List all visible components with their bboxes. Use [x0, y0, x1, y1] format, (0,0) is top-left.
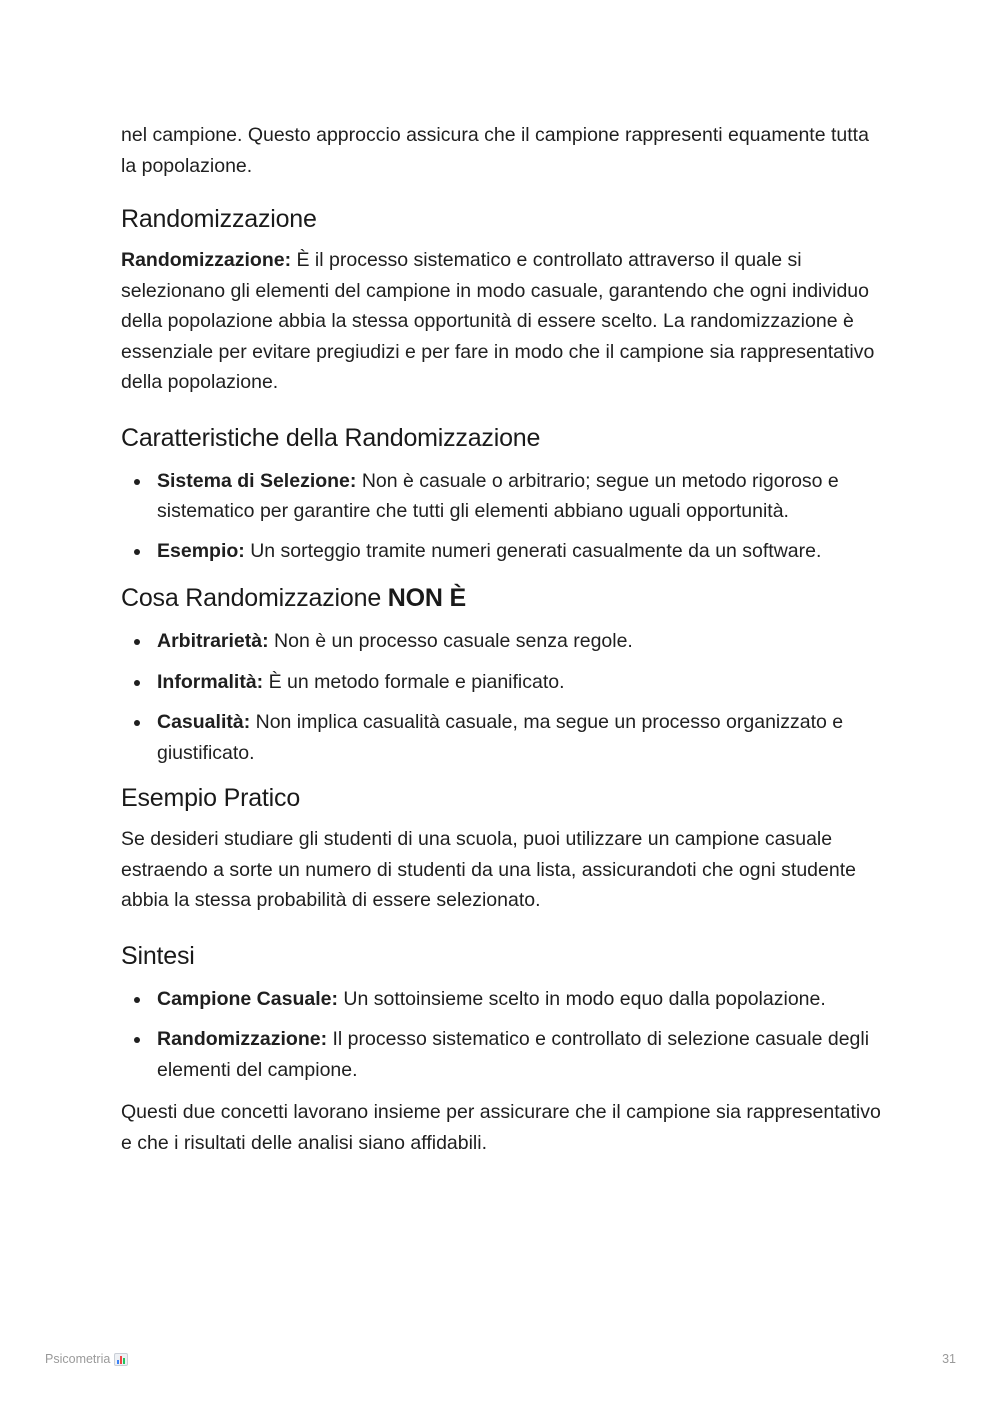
list-item-text: Non è un processo casuale senza regole.	[268, 630, 633, 652]
list-item-term: Campione Casuale:	[157, 987, 338, 1010]
list-item	[121, 466, 881, 527]
document-body	[121, 120, 881, 1158]
randomizzazione-definition	[121, 245, 881, 398]
list-item-text: Un sorteggio tramite numeri generati casualmente da un software.	[244, 539, 822, 562]
list-item	[121, 626, 881, 657]
list-item-term: Arbitrarietà:	[157, 630, 269, 652]
list-item-text: Il processo sistematico e controllato di selezione casuale degli elementi del campione.	[157, 1028, 870, 1081]
list-item-term: Randomizzazione:	[157, 1028, 328, 1050]
footer-title	[45, 1352, 128, 1366]
list-item-text: Un sottoinsieme scelto in modo equo dalla popolazione.	[337, 987, 826, 1010]
list-item-term: Sistema di Selezione:	[157, 469, 357, 492]
list-item	[121, 536, 881, 567]
heading-non-e-bold: NON È	[387, 584, 466, 612]
bar-chart-icon	[114, 1353, 128, 1366]
heading-non-e	[121, 582, 881, 614]
esempio-pratico-paragraph: Se desideri studiare gli studenti di una scuola, puoi utilizzare un campione casuale estraendo a sorte un numero di studenti da una lista, assicurandoti che ogni studente abbia la stessa probabilità di essere selezionato.	[121, 828, 856, 911]
intro-paragraph: nel campione. Questo approccio assicura che il campione rappresenti equamente tutta la popolazione.	[121, 124, 869, 177]
list-item-term: Informalità:	[157, 670, 264, 693]
heading-non-e-prefix: Cosa Randomizzazione	[121, 584, 388, 612]
list-item	[121, 667, 881, 698]
sintesi-conclusion: Questi due concetti lavorano insieme per assicurare che il campione sia rappresentativo e che i risultati delle analisi siano affidabili.	[121, 1101, 881, 1154]
heading-randomizzazione: Randomizzazione	[121, 205, 317, 233]
list-item	[121, 984, 881, 1015]
non-e-list	[121, 626, 881, 768]
page-number: 31	[942, 1352, 956, 1366]
list-item	[121, 1024, 881, 1085]
list-item-term: Casualità:	[157, 711, 251, 733]
heading-esempio-pratico: Esempio Pratico	[121, 784, 301, 812]
definition-term: Randomizzazione:	[121, 249, 292, 271]
sintesi-list	[121, 984, 881, 1086]
list-item-term: Esempio:	[157, 539, 245, 562]
footer-title-text: Psicometria	[45, 1352, 111, 1366]
list-item-text: Non implica casualità casuale, ma segue un processo organizzato e giustificato.	[157, 711, 844, 764]
heading-caratteristiche: Caratteristiche della Randomizzazione	[121, 423, 541, 452]
heading-sintesi: Sintesi	[121, 941, 195, 970]
caratteristiche-list	[121, 466, 881, 567]
list-item	[121, 707, 881, 768]
list-item-text: È un metodo formale e pianificato.	[263, 670, 565, 693]
list-item-text: Non è casuale o arbitrario; segue un metodo rigoroso e sistematico per garantire che tutti gli elementi abbiano uguali opportunità.	[157, 469, 839, 522]
definition-text: È il processo sistematico e controllato attraverso il quale si selezionano gli elementi del campione in modo casuale, garantendo che ogni individuo della popolazione abbia la stessa opportunità di essere scelto. La randomizzazione è essenziale per evitare pregiudizi e per fare in modo che il campione sia rappresentativo della popolazione.	[121, 249, 875, 393]
